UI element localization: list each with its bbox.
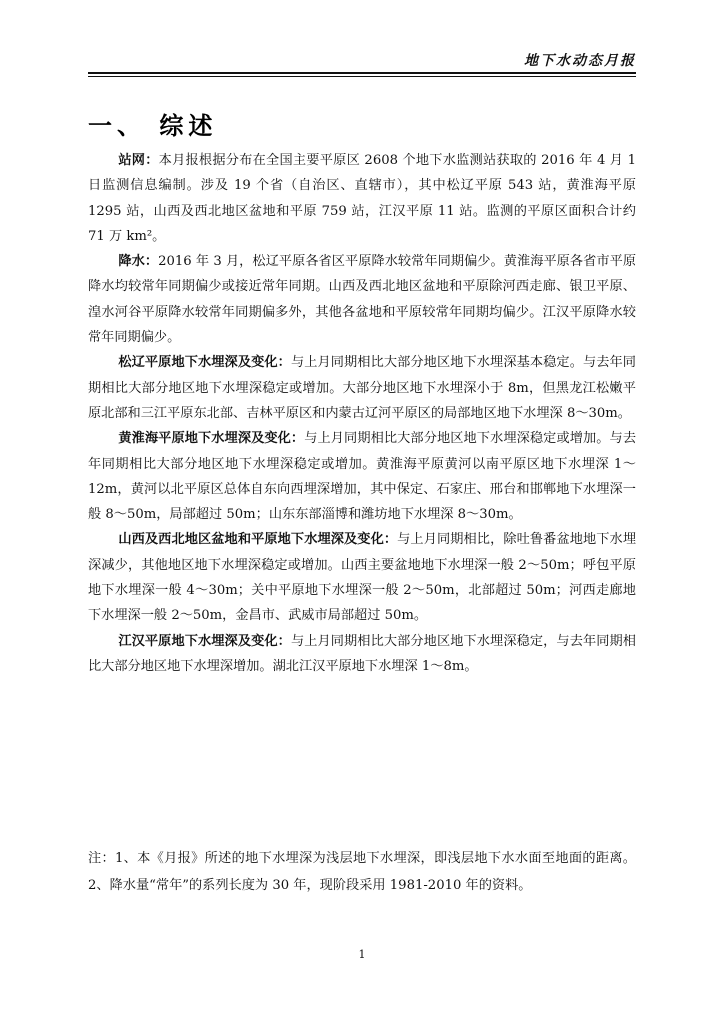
paragraph-huanghuaihai (88, 426, 636, 527)
paragraph-shanxi-northwest (88, 527, 636, 628)
paragraph-text: 与上月同期相比，除吐鲁番盆地地下水埋深减少，其他地区地下水埋深稳定或增加。山西主要盆地地下水埋深一般 2～50m；呼包平原地下水埋深一般 4～30m；关中平原地下水埋深一般 2～50m，北部超过 50m；河西走廊地下水埋深一般 2～50m，金昌市、武威市局部超过 50m。 (88, 532, 637, 624)
paragraph-precipitation (88, 249, 636, 350)
paragraph-lead: 黄淮海平原地下水埋深及变化： (118, 431, 305, 447)
paragraph-lead: 松辽平原地下水埋深及变化： (118, 355, 291, 371)
header-rule-thick (88, 72, 636, 74)
paragraph-text: 与上月同期相比大部分地区地下水埋深稳定，与去年同期相比大部分地区地下水埋深增加。湖北江汉平原地下水埋深 1～8m。 (88, 633, 636, 674)
header-rule-thin (88, 76, 636, 77)
page-number: 1 (358, 948, 366, 961)
paragraph-jianghan (88, 629, 636, 680)
paragraph-songliao (88, 350, 636, 426)
report-header-title: 地下水动态月报 (524, 53, 636, 69)
paragraph-text: 本月报根据分布在全国主要平原区 2608 个地下水监测站获取的 2016 年 4 月 1 日监测信息编制。涉及 19 个省（自治区、直辖市），其中松辽平原 543 站，黄淮海平原 1295 站，山西及西北地区盆地和平原 759 站，江汉平原 11 站。监测的平原区面积合计约 71 万 km²。 (88, 153, 637, 244)
paragraph-lead: 山西及西北地区盆地和平原地下水埋深及变化： (118, 532, 398, 548)
body-text (88, 148, 636, 679)
paragraph-text: 2016 年 3 月，松辽平原各省区平原降水较常年同期偏少。黄淮海平原各省市平原降水均较常年同期偏少或接近常年同期。山西及西北地区盆地和平原除河西走廊、银卫平原、湟水河谷平原降水较常年同期偏多外，其他各盆地和平原较常年同期均偏少。江汉平原降水较常年同期偏少。 (88, 254, 637, 346)
paragraph-lead: 降水： (118, 254, 159, 270)
paragraph-lead: 站网： (118, 153, 159, 168)
paragraph-lead: 江汉平原地下水埋深及变化： (118, 633, 291, 649)
paragraph-text: 与上月同期相比大部分地区地下水埋深稳定或增加。与去年同期相比大部分地区地下水埋深稳定或增加。黄淮海平原黄河以南平原区地下水埋深 1～12m，黄河以北平原区总体自东向西埋深增加，其中保定、石家庄、邢台和邯郸地下水埋深一般 8～50m，局部超过 50m；山东东部淄博和潍坊地下水埋深 8～30m。 (88, 431, 637, 523)
section-title: 一、 综述 (88, 111, 218, 140)
footnotes: 注：1、本《月报》所述的地下水埋深为浅层地下水埋深，即浅层地下水水面至地面的距离。 2、降水量“常年”的系列长度为 30 年，现阶段采用 1981-2010 年的资料。 (88, 851, 636, 893)
paragraph-text: 与上月同期相比大部分地区地下水埋深基本稳定。与去年同期相比大部分地区地下水埋深稳定或增加。大部分地区地下水埋深小于 8m，但黑龙江松嫩平原北部和三江平原东北部、吉林平原区和内蒙古辽河平原区的局部地区地下水埋深 8～30m。 (88, 355, 636, 421)
paragraph-network (88, 148, 636, 249)
